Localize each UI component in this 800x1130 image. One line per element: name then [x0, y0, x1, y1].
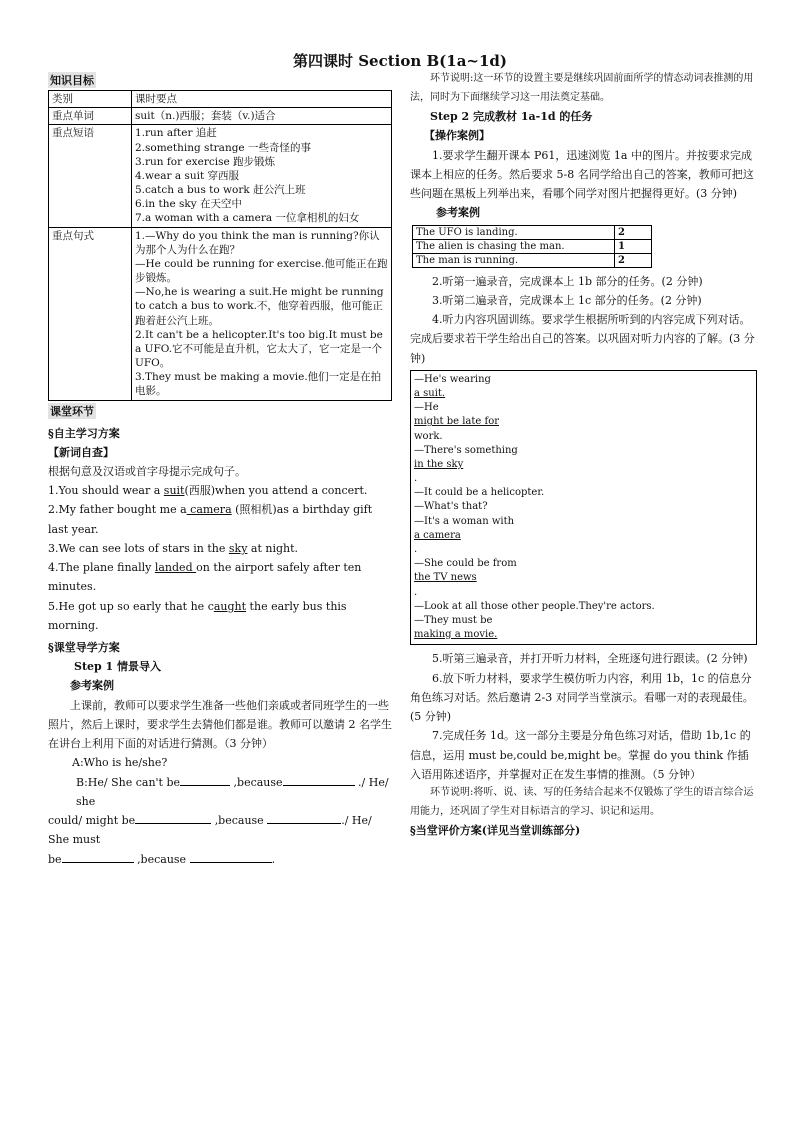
- phrase-item: 2.something strange 一些奇怪的事: [135, 141, 311, 154]
- exercise-answer: sky: [228, 541, 248, 555]
- exercise-item: 3.We can see lots of stars in the sky at night.: [48, 541, 299, 555]
- step2-p5: 5.听第三遍录音，并打开听力材料，全班逐句进行跟读。(2 分钟): [432, 652, 748, 666]
- exercise-instruction: 根据句意及汉语或首字母提示完成句子。: [48, 464, 246, 478]
- exercise-item: 5.He got up so early that he caught the early bus this morning.: [48, 599, 347, 632]
- class-header: 课堂环节: [50, 404, 94, 418]
- dialog-box: [410, 370, 757, 646]
- ref-text: The UFO is landing.: [413, 225, 615, 239]
- exercise-item: 4.The plane finally landed on the airport safely after ten minutes.: [48, 561, 362, 594]
- step1-text: 上课前，教师可以要求学生准备一些他们亲戚或者同班学生的一些照片，然后上课时，要求学生去猜他们都是谁。教师可以邀请 2 名学生在讲台上利用下面的对话进行猜测。（3 分钟）: [48, 698, 392, 751]
- phrase-item: 5.catch a bus to work 赶公汽上班: [135, 184, 306, 197]
- ref-case-heading-2: 参考案例: [436, 206, 480, 220]
- page-title: 第四课时 Section B(1a~1d): [292, 52, 507, 70]
- table-row: [49, 125, 392, 227]
- phrase-item: 6.in the sky 在天空中: [135, 198, 243, 211]
- step2-p6: 6.放下听力材料，要求学生模仿听力内容，利用 1b，1c 的信息分角色练习对话。然后邀请 2-3 对同学当堂演示。看哪一对的表现最佳。(5 分钟): [410, 671, 754, 724]
- step2-heading: Step 2 完成教材 1a-1d 的任务: [430, 110, 593, 123]
- dialog-b-line1: B:He/ She can't be ,because ./ He/ she: [76, 775, 389, 808]
- dialog-line: —It could be a helicopter.: [414, 487, 545, 499]
- table-row: [49, 227, 392, 400]
- dialog-line: —It's a woman with a camera .: [414, 515, 515, 555]
- note-2: 环节说明:将听、说、读、写的任务结合起来不仅锻炼了学生的语言综合运用能力，还巩固了学生对目标语言的学习、识记和运用。: [410, 787, 754, 817]
- dialog-line: —He might be late for work.: [414, 402, 499, 442]
- table-row: [413, 253, 652, 267]
- ref-text: The man is running.: [413, 253, 615, 267]
- note-1: 环节说明:这一环节的设置主要是继续巩固前面所学的情态动词表推测的用法，同时为下面继续学习这一用法奠定基础。: [410, 73, 754, 103]
- sentence-cell: [132, 227, 392, 400]
- blank: [190, 852, 272, 863]
- sentence-item: 1.—Why do you think the man is running?你认为那个人为什么在跑？: [135, 229, 380, 256]
- ref-num: 2: [615, 253, 652, 267]
- table-head-points: 课时要点: [132, 91, 392, 108]
- step2-p7: 7.完成任务 1d。这一部分主要是分角色练习对话，借助 1b,1c 的信息，运用 must be,could be,might be。掌握 do you think 作插入语用陈述语序，并掌握对正在发生事情的推测。（5 分钟）: [410, 729, 751, 781]
- phrase-item: 7.a woman with a camera 一位拿相机的妇女: [135, 212, 360, 225]
- step2-p3: 3.听第二遍录音，完成课本上 1c 部分的任务。(2 分钟): [432, 293, 702, 307]
- ref-table: [412, 225, 652, 268]
- step1-heading: Step 1 情景导入: [74, 660, 162, 674]
- self-study-heading: §自主学习方案: [48, 426, 120, 440]
- ref-num: 2: [615, 225, 652, 239]
- ref-case-heading: 参考案例: [70, 679, 114, 693]
- blank: [180, 775, 230, 786]
- step2-p2: 2.听第一遍录音，完成课本上 1b 部分的任务。(2 分钟): [432, 274, 703, 288]
- ref-num: 1: [615, 239, 652, 253]
- dialog-line: —They must be making a movie.: [414, 614, 498, 641]
- dialog-a: A:Who is he/she?: [72, 756, 168, 770]
- dialog-line: —She could be from the TV news .: [414, 558, 517, 598]
- dialog-line: —Look at all those other people.They're actors.: [414, 600, 655, 612]
- blank: [135, 813, 211, 824]
- table-head-category: 类别: [49, 91, 132, 108]
- exercise-item: 1.You should wear a suit(西服)when you attend a concert.: [48, 484, 368, 498]
- phrase-item: 1.run after 追赶: [135, 127, 217, 140]
- phrase-item: 3.run for exercise 跑步锻炼: [135, 155, 276, 168]
- guide-heading: §课堂导学方案: [48, 641, 120, 655]
- new-words-heading: 【新词自查】: [48, 445, 114, 459]
- eval-heading: §当堂评价方案(详见当堂训练部分): [410, 824, 581, 838]
- step2-p4: 4.听力内容巩固训练。要求学生根据所听到的内容完成下列对话。完成后要求若干学生给出自己的答案。以巩固对听力内容的了解。(3 分钟): [410, 313, 755, 365]
- blank: [267, 813, 341, 824]
- exercise-item: 2.My father bought me a camera (照相机)as a birthday gift last year.: [48, 503, 373, 536]
- exercise-answer: aught: [213, 599, 247, 613]
- vocab-cell: suit（n.)西服；套装（v.)适合: [132, 108, 392, 125]
- exercise-answer: landed: [154, 561, 197, 575]
- step2-p1: 1.要求学生翻开课本 P61，迅速浏览 1a 中的图片。并按要求完成课本上相应的任务。然后要求 5-8 名同学给出自己的答案，教师可把这些问题在黑板上列举出来，看哪个同学对图片把握得更好。(3 分钟): [410, 148, 754, 200]
- right-column: [410, 70, 757, 840]
- dialog-line: —What's that?: [414, 501, 488, 513]
- sentence-item: 3.They must be making a movie.他们一定是在拍电影。: [135, 371, 382, 398]
- dialog-line: —He's wearing a suit.: [414, 373, 491, 399]
- table-row: [413, 225, 652, 239]
- knowledge-header: 知识目标: [50, 74, 94, 87]
- dialog-line: —There's something in the sky .: [414, 444, 518, 485]
- sentence-item: —He could be running for exercise.他可能正在跑步锻炼。: [135, 257, 388, 285]
- sentence-item: —No,he is wearing a suit.He might be running to catch a bus to work.不，他穿着西服，他可能正跑着赶公汽上班。: [135, 286, 384, 327]
- left-column: [48, 70, 392, 869]
- op-case-heading: 【操作案例】: [424, 129, 490, 143]
- sentence-item: 2.It can't be a helicopter.It's too big.It must be a UFO.它不可能是直升机，它太大了，它一定是一个 UFO。: [135, 328, 383, 370]
- blank: [283, 775, 355, 786]
- phrase-item: 4.wear a suit 穿西服: [135, 169, 240, 182]
- exercise-answer: suit: [163, 484, 185, 498]
- dialog-b-line2: could/ might be ,because ./ He/ She must: [48, 814, 372, 847]
- sentence-label: 重点句式: [49, 227, 132, 400]
- dialog-b-line3: be ,because .: [48, 852, 276, 866]
- table-header-row: [49, 91, 392, 108]
- table-row: [413, 239, 652, 253]
- phrase-label: 重点短语: [49, 125, 132, 227]
- ref-text: The alien is chasing the man.: [413, 239, 615, 253]
- vocab-label: 重点单词: [49, 108, 132, 125]
- knowledge-table: [48, 90, 392, 401]
- phrase-cell: [132, 125, 392, 227]
- blank: [62, 852, 134, 863]
- table-row: [49, 108, 392, 125]
- exercise-answer: camera: [186, 503, 232, 517]
